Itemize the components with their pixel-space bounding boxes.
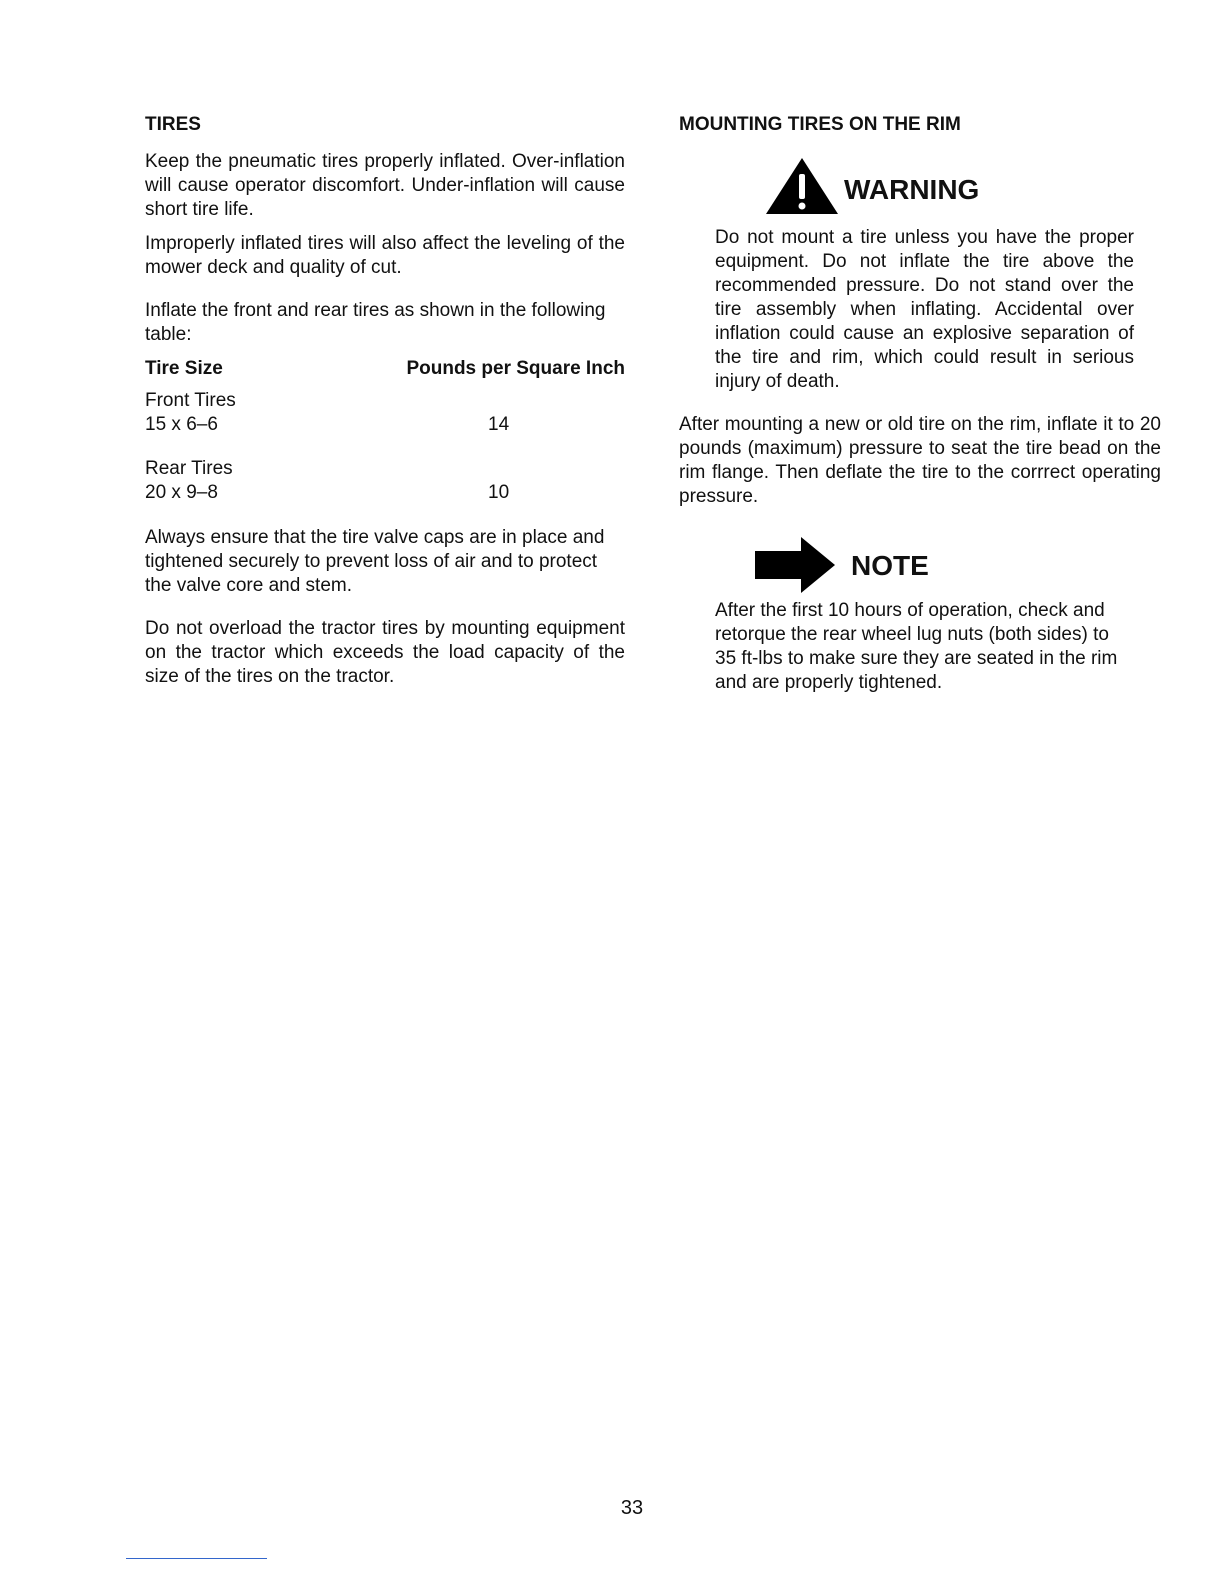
tires-paragraph-4: Always ensure that the tire valve caps are in place and tightened securely to prevent loss of air and to protect the valve core and stem.: [145, 527, 605, 596]
warning-triangle-icon: [764, 156, 840, 216]
table-row-front: [145, 389, 625, 437]
table-cell-psi: 14: [488, 414, 510, 435]
warning-text: Do not mount a tire unless you have the proper equipment. Do not inflate the tire above the recommended pressure. Do not stand over the tire assembly when inflating. Accidental over inflation could cause an explosive separation of the tire and rim, which could result in serious injury of death.: [715, 227, 1134, 392]
warning-title: WARNING: [844, 174, 980, 205]
tire-pressure-table: [145, 357, 625, 505]
table-header: [145, 357, 625, 381]
note-text: After the first 10 hours of operation, check and retorque the rear wheel lug nuts (both sides) to 35 ft-lbs to make sure they are seated in the rim and are properly tightened.: [715, 600, 1118, 693]
right-column: [679, 113, 1161, 695]
left-column: [145, 113, 625, 689]
mounting-heading: MOUNTING TIRES ON THE RIM: [679, 114, 961, 135]
mounting-paragraph: After mounting a new or old tire on the rim, inflate it to 20 pounds (maximum) pressure to seat the tire bead on the rim flange. Then deflate the tire to the corrrect operating pressure.: [679, 414, 1161, 507]
arrow-right-icon: [755, 537, 835, 593]
tires-heading: TIRES: [145, 114, 201, 135]
note-banner: [755, 537, 1161, 593]
warning-banner: [764, 156, 1161, 216]
page-number: 33: [620, 1497, 644, 1519]
table-cell-psi: 10: [488, 482, 510, 503]
table-header-tire-size: Tire Size: [145, 358, 223, 379]
table-header-psi: Pounds per Square Inch: [406, 358, 625, 379]
note-title: NOTE: [851, 550, 929, 581]
table-cell-size: 20 x 9–8: [145, 482, 218, 503]
table-group-label: Front Tires: [145, 390, 236, 411]
table-row-rear: [145, 457, 625, 505]
tires-paragraph-1: Keep the pneumatic tires properly inflated. Over-inflation will cause operator discomfort. Under-inflation will cause short tire life.: [145, 151, 625, 220]
tires-paragraph-5: Do not overload the tractor tires by mounting equipment on the tractor which exceeds the load capacity of the size of the tires on the tractor.: [145, 618, 625, 687]
footer-rule: [126, 1558, 267, 1559]
table-group-label: Rear Tires: [145, 458, 233, 479]
tires-paragraph-3: Inflate the front and rear tires as shown in the following table:: [145, 300, 606, 345]
table-cell-size: 15 x 6–6: [145, 414, 218, 435]
tires-paragraph-2: Improperly inflated tires will also affect the leveling of the mower deck and quality of cut.: [145, 233, 625, 278]
